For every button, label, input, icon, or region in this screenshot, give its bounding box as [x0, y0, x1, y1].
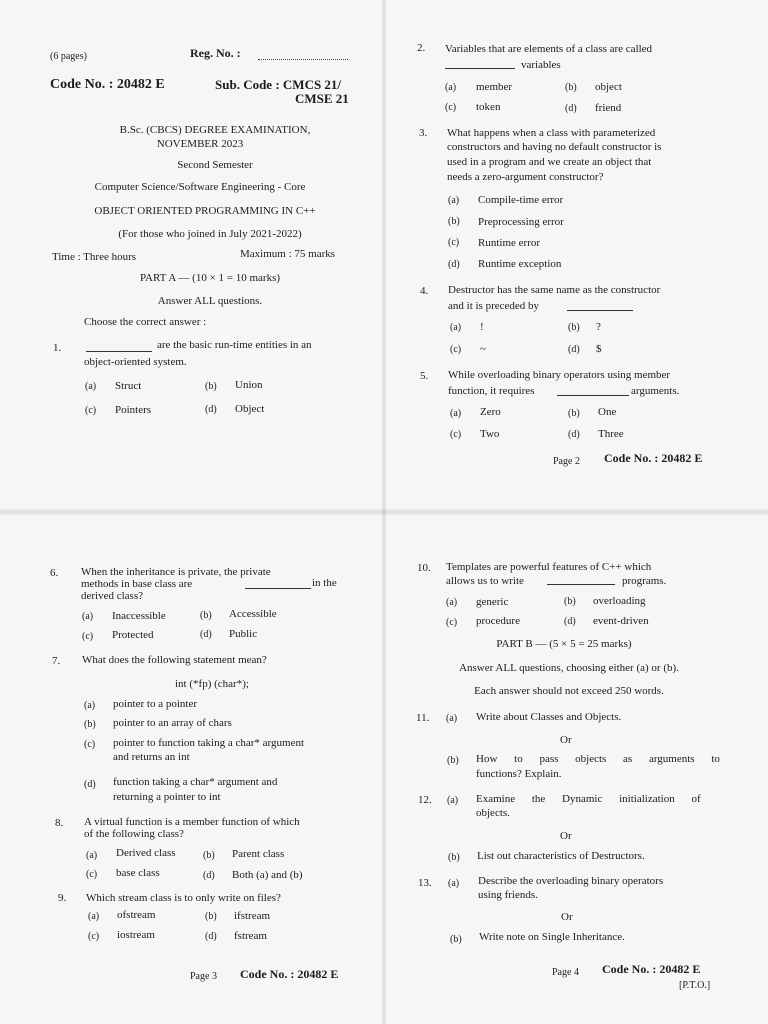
or-separator: Or — [560, 734, 572, 746]
option-label: (d) — [205, 931, 217, 942]
option-text: friend — [595, 102, 622, 114]
option-text: ofstream — [117, 909, 156, 921]
option-label: (c) — [445, 102, 457, 113]
option-text: Parent class — [232, 848, 285, 860]
option-label: (c) — [450, 344, 462, 355]
question-number: 3. — [419, 127, 428, 139]
question-number: 6. — [50, 567, 59, 579]
question-text: How to pass objects as arguments to — [476, 753, 720, 765]
option-label: (a) — [84, 700, 96, 711]
answer-blank — [245, 578, 311, 589]
question-number: 1. — [53, 342, 62, 354]
option-text: Object — [235, 403, 265, 415]
option-label: (b) — [205, 381, 217, 392]
option-label: (b) — [205, 911, 217, 922]
question-text: A virtual function is a member function of which — [84, 816, 300, 828]
pto-note: [P.T.O.] — [679, 980, 711, 991]
option-label: (d) — [564, 616, 576, 627]
answer-blank — [547, 574, 615, 585]
answer-blank — [567, 300, 633, 311]
option-label: (d) — [568, 429, 580, 440]
answer-blank — [557, 385, 629, 396]
option-text: Runtime exception — [478, 258, 562, 270]
page-footer-code: Code No. : 20482 E — [240, 967, 339, 981]
option-label: (c) — [82, 631, 94, 642]
option-label: (a) — [445, 82, 457, 93]
option-label: (c) — [86, 869, 98, 880]
answer-blank — [86, 341, 152, 352]
department: Computer Science/Software Engineering - Core — [94, 181, 306, 193]
option-text: Struct — [115, 380, 142, 392]
option-text: pointer to a pointer — [113, 698, 198, 710]
option-text: Compile-time error — [478, 194, 564, 206]
question-text: are the basic run-time entities in an — [157, 339, 312, 351]
exam-title-1: B.Sc. (CBCS) DEGREE EXAMINATION, — [119, 124, 311, 136]
question-text: function, it requires — [448, 385, 535, 397]
option-label: (d) — [200, 629, 212, 640]
part-label: (a) — [446, 713, 458, 724]
option-label: (a) — [450, 408, 462, 419]
part-b-instructions: Answer ALL questions, choosing either (a) or (b). — [459, 662, 679, 674]
option-label: (a) — [450, 322, 462, 333]
answer-blank — [445, 58, 515, 69]
option-label: (b) — [565, 82, 577, 93]
question-text: using friends. — [478, 889, 538, 901]
time-allowed: Time : Three hours — [52, 251, 137, 263]
option-text: Accessible — [229, 608, 277, 620]
option-label: (b) — [203, 850, 215, 861]
option-label: (b) — [448, 216, 460, 227]
question-text: needs a zero-argument constructor? — [447, 171, 604, 183]
page-2 — [384, 0, 768, 512]
option-label: (b) — [84, 719, 96, 730]
option-label: (d) — [84, 779, 96, 790]
option-text: $ — [596, 343, 602, 355]
or-separator: Or — [561, 911, 573, 923]
option-text-cont: returning a pointer to int — [113, 791, 221, 803]
question-text: Destructor has the same name as the constructor — [448, 284, 661, 296]
option-text: event-driven — [593, 615, 649, 627]
option-label: (a) — [446, 597, 458, 608]
part-b-heading: PART B — (5 × 5 = 25 marks) — [496, 638, 632, 650]
option-text: Inaccessible — [112, 610, 166, 622]
subject-title: OBJECT ORIENTED PROGRAMMING IN C++ — [94, 205, 316, 217]
option-text: ! — [480, 321, 484, 333]
option-text: base class — [116, 867, 160, 879]
option-text: Preprocessing error — [478, 216, 564, 228]
question-text: used in a program and we create an object that — [447, 156, 652, 168]
question-text: Templates are powerful features of C++ which — [446, 561, 652, 573]
question-text: Write about Classes and Objects. — [476, 711, 622, 723]
part-label: (b) — [450, 934, 462, 945]
question-text: What happens when a class with parameterized — [447, 127, 656, 139]
question-text: variables — [521, 59, 561, 71]
question-text: constructors and having no default constructor is — [447, 141, 662, 153]
reg-no-label: Reg. No. : — [190, 46, 241, 60]
question-text: functions? Explain. — [476, 768, 562, 780]
option-label: (b) — [564, 596, 576, 607]
option-label: (d) — [448, 259, 460, 270]
option-label: (d) — [203, 870, 215, 881]
option-label: (c) — [448, 237, 460, 248]
question-text: arguments. — [631, 385, 680, 397]
option-text: ? — [596, 321, 601, 333]
option-label: (a) — [85, 381, 97, 392]
question-text: in the — [312, 577, 337, 589]
option-text: ifstream — [234, 910, 271, 922]
option-text: member — [476, 81, 513, 93]
option-text: Both (a) and (b) — [232, 869, 303, 881]
question-text: objects. — [476, 807, 510, 819]
option-text: One — [598, 406, 617, 418]
option-text: function taking a char* argument and — [113, 776, 278, 788]
page-4 — [384, 512, 768, 1024]
option-text: overloading — [593, 595, 646, 607]
question-text: Describe the overloading binary operators — [478, 875, 664, 887]
or-separator: Or — [560, 830, 572, 842]
word-limit-note: Each answer should not exceed 250 words. — [474, 685, 664, 697]
option-label: (b) — [200, 610, 212, 621]
option-label: (a) — [82, 611, 94, 622]
question-number: 2. — [417, 42, 426, 54]
option-text-cont: and returns an int — [113, 751, 190, 763]
option-text: Public — [229, 628, 258, 640]
code-number: Code No. : 20482 E — [50, 77, 165, 92]
option-label: (b) — [568, 322, 580, 333]
option-text: ~ — [480, 343, 486, 355]
question-text: Write note on Single Inheritance. — [479, 931, 625, 943]
option-text: Union — [235, 379, 263, 391]
question-number: 11. — [416, 712, 430, 724]
question-number: 9. — [58, 892, 67, 904]
option-text: iostream — [117, 929, 155, 941]
joined-note: (For those who joined in July 2021-2022) — [118, 228, 302, 240]
option-label: (a) — [448, 195, 460, 206]
page-footer-number: Page 2 — [553, 456, 580, 467]
option-label: (c) — [88, 931, 100, 942]
page-footer-code: Code No. : 20482 E — [602, 962, 701, 976]
part-label: (a) — [448, 878, 460, 889]
page-1 — [0, 0, 384, 512]
question-number: 12. — [418, 794, 432, 806]
option-text: Derived class — [116, 847, 176, 859]
maximum-marks: Maximum : 75 marks — [240, 248, 336, 260]
question-text: Which stream class is to only write on files? — [86, 892, 281, 904]
question-text: of the following class? — [84, 828, 184, 840]
option-text: Protected — [112, 629, 154, 641]
page-footer-number: Page 4 — [552, 967, 579, 978]
question-text: allows us to write — [446, 575, 524, 587]
question-number: 13. — [418, 877, 432, 889]
option-label: (d) — [565, 103, 577, 114]
question-text: object-oriented system. — [84, 356, 187, 368]
page-count: (6 pages) — [50, 51, 87, 62]
option-text: pointer to an array of chars — [113, 717, 232, 729]
choose-note: Choose the correct answer : — [84, 316, 207, 328]
option-text: pointer to function taking a char* argument — [113, 737, 305, 749]
part-label: (a) — [447, 795, 459, 806]
question-text: methods in base class are — [81, 578, 193, 590]
part-label: (b) — [447, 755, 459, 766]
semester: Second Semester — [177, 159, 253, 171]
question-number: 10. — [417, 562, 431, 574]
option-label: (d) — [205, 404, 217, 415]
reg-no-line — [258, 50, 348, 60]
option-text: Pointers — [115, 404, 152, 416]
option-text: Zero — [480, 406, 501, 418]
option-text: token — [476, 101, 501, 113]
option-label: (a) — [88, 911, 100, 922]
option-text: Runtime error — [478, 237, 541, 249]
option-text: object — [595, 81, 622, 93]
option-text: Two — [480, 428, 500, 440]
option-text: fstream — [234, 930, 267, 942]
option-text: Three — [598, 428, 624, 440]
code-statement: int (*fp) (char*); — [175, 678, 249, 690]
option-text: generic — [476, 596, 509, 608]
question-text: When the inheritance is private, the private — [81, 566, 271, 578]
question-text: Variables that are elements of a class are called — [445, 43, 653, 55]
sub-code-2: CMSE 21 — [295, 91, 349, 106]
question-text: List out characteristics of Destructors. — [477, 850, 645, 862]
option-label: (c) — [446, 617, 458, 628]
option-label: (b) — [568, 408, 580, 419]
question-number: 4. — [420, 285, 429, 297]
option-text: procedure — [476, 615, 520, 627]
page-3 — [0, 512, 384, 1024]
paper-fold-horizontal — [0, 509, 768, 515]
part-label: (b) — [448, 852, 460, 863]
answer-all-note: Answer ALL questions. — [157, 295, 263, 307]
question-number: 7. — [52, 655, 61, 667]
page-footer-number: Page 3 — [190, 971, 217, 982]
question-number: 8. — [55, 817, 64, 829]
part-a-heading: PART A — (10 × 1 = 10 marks) — [139, 272, 281, 284]
question-text: Examine the Dynamic initialization of — [476, 793, 701, 805]
option-label: (c) — [450, 429, 462, 440]
option-label: (a) — [86, 850, 98, 861]
question-text: and it is preceded by — [448, 300, 540, 312]
exam-title-2: NOVEMBER 2023 — [156, 138, 244, 150]
question-text: derived class? — [81, 590, 143, 602]
question-text: What does the following statement mean? — [82, 654, 267, 666]
question-number: 5. — [420, 370, 429, 382]
sub-code-1: Sub. Code : CMCS 21/ — [215, 77, 342, 92]
option-label: (d) — [568, 344, 580, 355]
option-label: (c) — [84, 739, 96, 750]
question-text: While overloading binary operators using member — [448, 369, 671, 381]
page-footer-code: Code No. : 20482 E — [604, 451, 703, 465]
option-label: (c) — [85, 405, 97, 416]
question-text: programs. — [622, 575, 667, 587]
